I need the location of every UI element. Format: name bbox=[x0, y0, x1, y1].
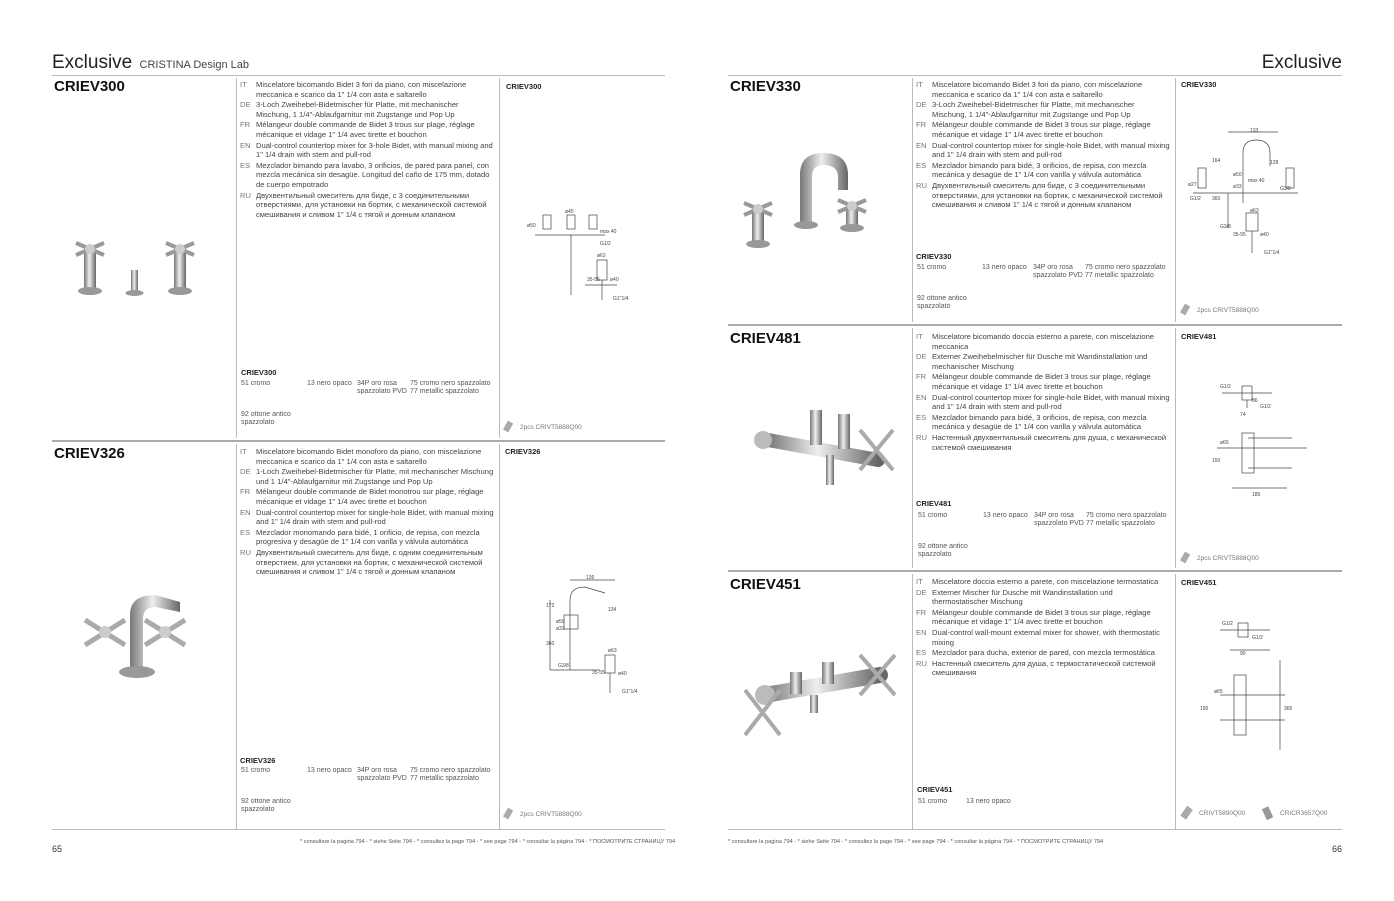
technical-drawing bbox=[1188, 128, 1308, 258]
svg-text:ø63: ø63 bbox=[1250, 208, 1259, 214]
finish-item: 51 cromo bbox=[917, 264, 947, 271]
finish-item: 13 nero opaco bbox=[307, 767, 352, 774]
svg-text:max 40: max 40 bbox=[1248, 178, 1265, 184]
svg-text:G1/2: G1/2 bbox=[1220, 384, 1231, 390]
accessory: CRIVT5890Q00 bbox=[1179, 805, 1245, 821]
drawing-label: CRIEV330 bbox=[1181, 80, 1217, 89]
finish-item: 51 cromo bbox=[918, 798, 948, 805]
accessory-icon bbox=[1179, 805, 1195, 821]
desc-row: EN Dual-control countertop mixer for single-hole Bidet, with manual mixing and 1" 1/4 drain with stem and pull-rod bbox=[240, 507, 494, 527]
svg-text:ø45: ø45 bbox=[565, 209, 574, 215]
bottom-rule-left bbox=[52, 829, 665, 830]
product-description bbox=[916, 80, 1171, 211]
accessory: CRICR3657Q00 bbox=[1260, 805, 1327, 821]
svg-text:185: 185 bbox=[1252, 492, 1261, 498]
svg-text:G1/2: G1/2 bbox=[600, 241, 611, 247]
desc-row: RU Двухвентильный смеситель для биде, с 3 соединительными отверстиями, для установки на бортик, с механической системой смешивания и сливом 1" 1/4 с тягой и донным клапаном bbox=[240, 190, 487, 219]
desc-row: DE 1-Loch Zweihebel-Bidetmischer für Platte, mit mechanischer Mischung und 1 1/4"-Ablaufgarnitur mit Zugstange und Pop Up bbox=[240, 467, 494, 486]
product-code: CRIEV300 bbox=[54, 78, 125, 95]
desc-row: ES Mezclador para ducha, exterior de pared, con mezcla termostática bbox=[916, 648, 1155, 658]
finish-item: 92 ottone antico spazzolato bbox=[918, 543, 968, 558]
svg-text:35-55: 35-55 bbox=[592, 670, 605, 676]
svg-text:ø33: ø33 bbox=[1233, 184, 1242, 190]
finish-item: 92 ottone antico spazzolato bbox=[241, 798, 291, 813]
desc-row: EN Dual-control countertop mixer for single-hole Bidet, with manual mixing and 1" 1/4 drain with stem and pull-rod bbox=[916, 392, 1170, 412]
bottom-rule-right bbox=[728, 829, 1342, 830]
svg-text:360: 360 bbox=[546, 641, 555, 647]
desc-row: IT Miscelatore bicomando doccia esterno a parete, con miscelazione meccanica bbox=[916, 332, 1155, 351]
svg-text:G1"1/4: G1"1/4 bbox=[622, 689, 638, 695]
svg-text:G1/2: G1/2 bbox=[1252, 635, 1263, 641]
finish-item: 13 nero opaco bbox=[966, 798, 1011, 805]
product-photo bbox=[75, 580, 195, 690]
section-rule bbox=[728, 570, 1342, 572]
svg-text:150: 150 bbox=[1212, 458, 1221, 464]
finish-item: 75 cromo nero spazzolato 77 metallic spazzolato bbox=[410, 380, 491, 395]
desc-row: RU Настенный смеситель для душа, с термостатической системой смешивания bbox=[916, 658, 1156, 678]
product-photo bbox=[748, 400, 898, 500]
left-title-text: Exclusive bbox=[52, 52, 133, 73]
technical-drawing bbox=[540, 575, 650, 700]
finish-code: CRIEV326 bbox=[240, 756, 276, 765]
desc-row: IT Miscelatore bicomando Bidet 3 fori da piano, con miscelazione meccanica e scarico da 1" 1/4 con asta e saltarello bbox=[240, 80, 467, 99]
desc-row: FR Mélangeur double commande de Bidet 3 trous sur plage, réglage mécanique et vidage 1" 1/4 avec tirette et bouchon bbox=[916, 607, 1151, 627]
finish-item: 51 cromo bbox=[241, 767, 271, 774]
desc-row: IT Miscelatore bicomando Bidet monoforo da piano, con miscelazione meccanica e scarico da 1" 1/4 con asta e saltarello bbox=[240, 447, 482, 466]
product-photo bbox=[70, 225, 200, 305]
finish-item: 51 cromo bbox=[241, 380, 271, 387]
svg-text:ø50: ø50 bbox=[1233, 172, 1242, 178]
finish-item: 34P oro rosa spazzolato PVD bbox=[1034, 512, 1084, 527]
desc-row: DE 3-Loch Zweihebel-Bidetmischer für Platte, mit mechanischer Mischung, 1 1/4"-Ablaufgarnitur mit Zugstange und Pop Up bbox=[916, 100, 1135, 119]
technical-drawing bbox=[525, 205, 635, 305]
section-rule bbox=[728, 324, 1342, 326]
desc-row: EN Dual-control countertop mixer for 3-hole Bidet, with manual mixing and 1" 1/4 drain with stem and pull-rod bbox=[240, 140, 493, 160]
svg-text:G3/8: G3/8 bbox=[1280, 186, 1291, 192]
accessory-icon bbox=[1179, 303, 1193, 317]
section-rule bbox=[52, 440, 665, 442]
divider bbox=[1175, 574, 1176, 830]
svg-text:ø40: ø40 bbox=[618, 671, 627, 677]
finish-item: 34P oro rosa spazzolato PVD bbox=[1033, 264, 1083, 279]
svg-text:G3/8: G3/8 bbox=[558, 663, 569, 669]
drawing-label: CRIEV326 bbox=[505, 447, 541, 456]
svg-text:74: 74 bbox=[1240, 412, 1246, 418]
left-subtitle: CRISTINA Design Lab bbox=[139, 59, 249, 71]
drawing-label: CRIEV451 bbox=[1181, 578, 1217, 587]
product-description bbox=[240, 80, 495, 220]
desc-row: FR Mélangeur double commande de Bidet 3 trous sur plage, réglage mécanique et vidage 1" 1/4 avec tirette et bouchon bbox=[916, 372, 1151, 391]
product-photo bbox=[740, 650, 900, 750]
product-code: CRIEV326 bbox=[54, 445, 125, 462]
svg-text:G1/2: G1/2 bbox=[1260, 404, 1271, 410]
desc-row: EN Dual-control countertop mixer for single-hole Bidet, with manual mixing and 1" 1/4 drain with stem and pull-rod bbox=[916, 140, 1170, 160]
desc-row: RU Настенный двухвентильный смеситель для душа, с механической системой смешивания bbox=[916, 432, 1167, 452]
svg-text:35-55: 35-55 bbox=[587, 277, 600, 283]
svg-text:G3/8: G3/8 bbox=[1220, 224, 1231, 230]
right-page-title: Exclusive bbox=[1261, 52, 1342, 73]
product-code: CRIEV481 bbox=[730, 330, 801, 347]
desc-row: FR Mélangeur double commande de Bidet 3 trous sur plage, réglage mécanique et vidage 1" 1/4 avec tirette et bouchon bbox=[916, 120, 1151, 139]
finish-item: 13 nero opaco bbox=[982, 264, 1027, 271]
product-description bbox=[916, 577, 1171, 679]
drawing-label: CRIEV481 bbox=[1181, 332, 1217, 341]
accessory: 2pcs CRIVT5888Q00 bbox=[1179, 551, 1259, 565]
desc-row: ES Mezclador bimando para lavabo, 3 orificios, de pared para panel, con mezcla mecánica sin desagüe. Longitud del caño de 175 mm, dotado de cuerpo empotrado bbox=[240, 160, 490, 189]
svg-text:ø50: ø50 bbox=[556, 619, 565, 625]
desc-row: RU Двухвентильный смеситель для биде, с 3 соединительными отверстиями, для установки на бортик, с механической системой смешивания и сливом 1" 1/4 с тягой и донным клапаном bbox=[916, 180, 1163, 210]
header-rule-right bbox=[728, 75, 1342, 76]
desc-row: FR Mélangeur double commande de Bidet monotrou sur plage, réglage mécanique et vidage 1" 1/4 avec tirette et bouchon bbox=[240, 487, 484, 506]
finish-item: 75 cromo nero spazzolato 77 metallic spazzolato bbox=[410, 767, 491, 782]
divider bbox=[1175, 78, 1176, 322]
svg-text:G1/2: G1/2 bbox=[1190, 196, 1201, 202]
svg-text:90: 90 bbox=[1240, 651, 1246, 657]
svg-text:ø40: ø40 bbox=[1260, 232, 1269, 238]
accessory-icon bbox=[502, 420, 516, 434]
footer-note-right: * consultare la pagina 794 - * siehe Seite 794 - * consultez la page 794 - * see page 794 - * consultar la página 794 - * ПОСМОТРИТЕ СТРАНИЦУ 794 bbox=[728, 839, 1104, 845]
svg-text:ø63: ø63 bbox=[597, 253, 606, 259]
desc-row: IT Miscelatore doccia esterno a parete, con miscelazione termostatica bbox=[916, 577, 1159, 586]
finish-item: 34P oro rosa spazzolato PVD bbox=[357, 767, 407, 782]
svg-text:ø27: ø27 bbox=[1188, 182, 1197, 188]
product-description bbox=[240, 447, 495, 578]
divider bbox=[236, 78, 237, 438]
svg-text:ø63: ø63 bbox=[608, 648, 617, 654]
svg-text:133: 133 bbox=[1250, 128, 1259, 134]
desc-row: ES Mezclador bimando para bidé, 3 orificios, de repisa, con mezcla mecánica y desagüe de 1" 1/4 con varilla y válvula automática bbox=[916, 412, 1147, 432]
svg-text:86: 86 bbox=[1252, 398, 1258, 404]
accessory: 2pcs CRIVT5888Q00 bbox=[502, 420, 582, 434]
finish-item: 51 cromo bbox=[918, 512, 948, 519]
divider bbox=[1175, 328, 1176, 568]
divider bbox=[912, 78, 913, 322]
drawing-label: CRIEV300 bbox=[506, 82, 542, 91]
finish-item: 75 cromo nero spazzolato 77 metallic spazzolato bbox=[1085, 264, 1166, 279]
svg-text:max 40: max 40 bbox=[600, 229, 617, 235]
divider bbox=[236, 444, 237, 830]
svg-text:360: 360 bbox=[1212, 196, 1221, 202]
page-number-left: 65 bbox=[52, 844, 63, 854]
technical-drawing bbox=[1212, 378, 1312, 498]
accessory: 2pcs CRIVT5888Q00 bbox=[1179, 303, 1259, 317]
svg-text:G1/2: G1/2 bbox=[1222, 621, 1233, 627]
finish-code: CRIEV481 bbox=[916, 499, 952, 508]
accessory-icon bbox=[1179, 551, 1193, 565]
desc-row: EN Dual-control wall-mount external mixer for shower, with thermostatic mixing bbox=[916, 627, 1160, 647]
svg-text:136: 136 bbox=[586, 575, 595, 581]
desc-row: DE Externer Mischer für Dusche mit Wandinstallation und thermostatischer Mischung bbox=[916, 587, 1113, 607]
finish-code: CRIEV300 bbox=[241, 368, 277, 377]
desc-row: ES Mezclador bimando para bidé, 3 orificios, de repisa, con mezcla mecánica y desagüe de 1" 1/4 con varilla y válvula automática bbox=[916, 160, 1147, 180]
svg-text:ø40: ø40 bbox=[610, 277, 619, 283]
product-code: CRIEV451 bbox=[730, 576, 801, 593]
finish-item: 92 ottone antico spazzolato bbox=[917, 295, 967, 310]
finish-item: 13 nero opaco bbox=[307, 380, 352, 387]
desc-row: IT Miscelatore bicomando Bidet 3 fori da piano, con miscelazione meccanica e scarico da 1" 1/4 con asta e saltarello bbox=[916, 80, 1143, 99]
finish-code: CRIEV330 bbox=[916, 252, 952, 261]
svg-text:ø50: ø50 bbox=[527, 223, 536, 229]
divider bbox=[499, 444, 500, 830]
technical-drawing bbox=[1200, 615, 1310, 755]
svg-text:128: 128 bbox=[1270, 160, 1279, 166]
footer-note-left: * consultare la pagina 794 - * siehe Seite 794 - * consultez la page 794 - * see page 794 - * consultar la página 794 - * ПОСМОТРИТЕ СТРАНИЦУ 794 bbox=[300, 839, 676, 845]
svg-text:ø33: ø33 bbox=[556, 626, 565, 632]
divider bbox=[499, 78, 500, 438]
desc-row: DE Externer Zweihebelmischer für Dusche mit Wandinstallation und mechanischer Mischung bbox=[916, 352, 1148, 371]
product-photo bbox=[738, 145, 878, 255]
product-description bbox=[916, 332, 1171, 453]
divider bbox=[912, 574, 913, 830]
accessory-icon bbox=[502, 807, 516, 821]
finish-item: 75 cromo nero spazzolato 77 metallic spazzolato bbox=[1086, 512, 1167, 527]
svg-text:172: 172 bbox=[546, 603, 555, 609]
header-rule-left bbox=[52, 75, 665, 76]
finish-code: CRIEV451 bbox=[917, 785, 953, 794]
left-page-title bbox=[52, 52, 249, 74]
svg-text:ø65: ø65 bbox=[1214, 689, 1223, 695]
desc-row: FR Mélangeur double commande de Bidet 3 trous sur plage, réglage mécanique et vidage 1" 1/4 avec tirette et bouchon bbox=[240, 120, 475, 139]
finish-item: 92 ottone antico spazzolato bbox=[241, 411, 291, 426]
svg-text:ø65: ø65 bbox=[1220, 440, 1229, 446]
page-number-right: 66 bbox=[1332, 844, 1343, 854]
svg-text:365: 365 bbox=[1284, 706, 1293, 712]
finish-item: 34P oro rosa spazzolato PVD bbox=[357, 380, 407, 395]
svg-text:G1"1/4: G1"1/4 bbox=[1264, 250, 1280, 256]
accessory-icon bbox=[1260, 805, 1276, 821]
svg-text:134: 134 bbox=[608, 607, 617, 613]
svg-text:G1"1/4: G1"1/4 bbox=[613, 296, 629, 302]
desc-row: RU Двухвентильный смеситель для биде, с одним соединительным отверстием, для установки на бортик, с механической системой смешивания и сливом 1" 1/4 с тягой и донным клапаном bbox=[240, 547, 483, 577]
product-code: CRIEV330 bbox=[730, 78, 801, 95]
accessory: 2pcs CRIVT5888Q00 bbox=[502, 807, 582, 821]
finish-item: 13 nero opaco bbox=[983, 512, 1028, 519]
desc-row: DE 3-Loch Zweihebel-Bidetmischer für Platte, mit mechanischer Mischung, 1 1/4"-Ablaufgarnitur mit Zugstange und Pop Up bbox=[240, 100, 459, 119]
svg-text:35-55: 35-55 bbox=[1233, 232, 1246, 238]
divider bbox=[912, 328, 913, 568]
desc-row: ES Mezclador monomando para bidé, 1 orificio, de repisa, con mezcla progresiva y desagüe de 1" 1/4 con varilla y válvula automática bbox=[240, 527, 480, 547]
svg-text:164: 164 bbox=[1212, 158, 1221, 164]
svg-text:150: 150 bbox=[1200, 706, 1209, 712]
